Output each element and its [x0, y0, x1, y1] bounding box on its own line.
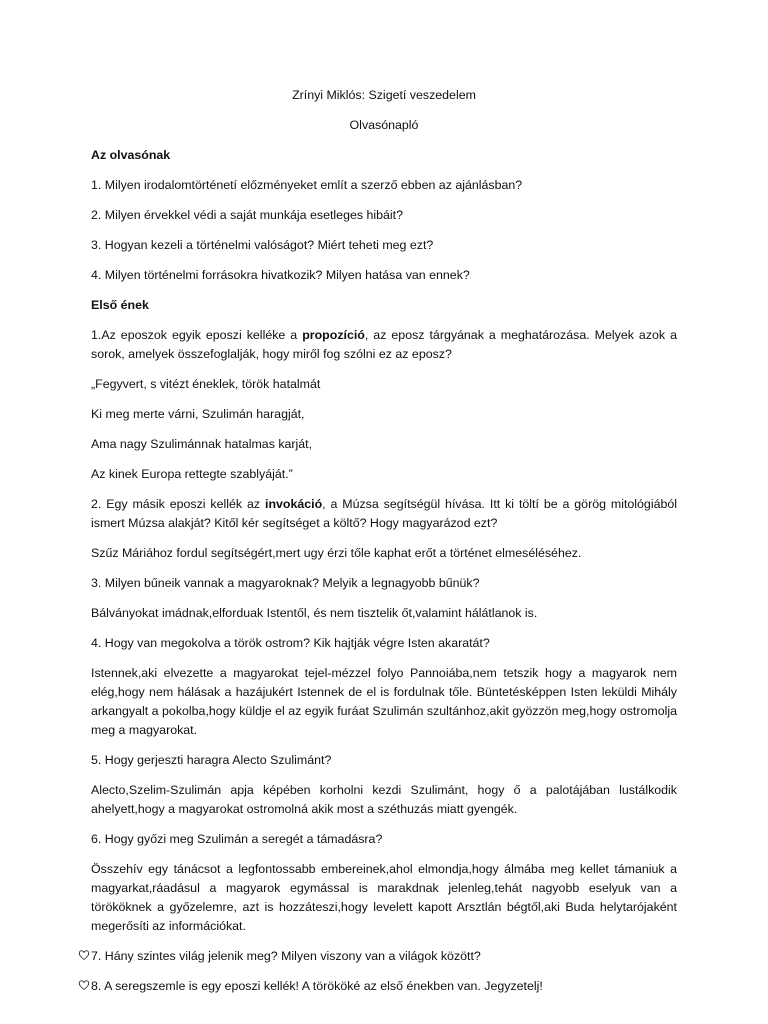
- answer-5: Alecto,Szelim-Szulimán apja képében korholni kezdi Szulimánt, hogy ő a palotájában lustálkodik ahelyett,hogy a magyarokat ostromolná akik most a széthuzás miatt gyengék.: [91, 783, 677, 816]
- question-szuliman-sereg: 6. Hogy győzi meg Szulimán a seregét a támadásra?: [91, 832, 383, 846]
- poem-line-3: Ama nagy Szulimánnak hatalmas karját,: [91, 437, 313, 451]
- question-4: 4. Milyen történelmi forrásokra hivatkozik? Milyen hatása van ennek?: [91, 268, 470, 282]
- question-text: , a Múzsa segítségül hívása. Itt ki töltí be a görög mitológiából ismert Múzsa alakját? Kitől kér segítséget a költő? Hogy magyarázod ezt?: [91, 497, 677, 530]
- heart-outline-icon: [78, 979, 90, 991]
- question-vilagok: [91, 947, 677, 966]
- document-title: Zrínyi Miklós: Szigetí veszedelem: [292, 88, 476, 102]
- heart-outline-icon: [78, 949, 90, 961]
- question-seregszemle: [91, 977, 677, 996]
- poem-line-1: „Fegyvert, s vitézt éneklek, török hatalmát: [91, 377, 321, 391]
- question-text: 7. Hány szintes világ jelenik meg? Milyen viszony van a világok között?: [91, 949, 481, 963]
- question-text: , az eposz tárgyának a meghatározása. Melyek azok a sorok, amelyek összefoglalják, hogy miről fog szólni ez az eposz?: [91, 328, 677, 361]
- answer-6: Összehív egy tánácsot a legfontossabb embereinek,ahol elmondja,hogy álmába meg kellet támaniuk a magyarkat,ráadásul a magyarok egymással is marakdnak jelenleg,tehát nagyobb eselyuk van a törököknek a győzelemre, azt is hozzáteszi,hogy levelett kapott Arsztlán bégtől,aki Buda helytarójaként megerősíti az információkat.: [91, 862, 677, 933]
- question-text: 1.Az eposzok egyik eposzi kelléke a: [91, 328, 303, 342]
- answer-2: Szűz Máriához fordul segítségért,mert ugy érzi tőle kaphat erőt a történet elmeséléséhez.: [91, 546, 582, 560]
- question-alecto: 5. Hogy gerjeszti haragra Alecto Szulimánt?: [91, 753, 332, 767]
- poem-line-2: Ki meg merte várni, Szulimán haragját,: [91, 407, 305, 421]
- question-2: 2. Milyen érvekkel védi a saját munkája esetleges hibáit?: [91, 208, 403, 222]
- question-text: 2. Egy másik eposzi kellék az: [91, 497, 265, 511]
- term-propozicio: propozíció: [302, 328, 365, 342]
- question-torok-ostrom: 4. Hogy van megokolva a török ostrom? Kik hajtják végre Isten akaratát?: [91, 636, 490, 650]
- question-invokacio: [91, 495, 677, 533]
- section-heading-az-olvasonak: Az olvasónak: [91, 148, 171, 162]
- document-page: [91, 86, 677, 1007]
- answer-3: Bálványokat imádnak,elforduak Istentől, és nem tisztelik őt,valamint hálátlanok is.: [91, 606, 538, 620]
- term-invokacio: invokáció: [265, 497, 323, 511]
- poem-line-4: Az kinek Europa rettegte szablyáját.”: [91, 467, 293, 481]
- section-heading-elso-enek: Első ének: [91, 298, 149, 312]
- question-1: 1. Milyen irodalomtörténetí előzményeket említ a szerző ebben az ajánlásban?: [91, 178, 523, 192]
- document-subtitle: Olvasónapló: [349, 118, 419, 132]
- answer-4: Istennek,aki elvezette a magyarokat tejel-mézzel folyo Pannoiába,nem tetszik hogy a magyarok nem elég,hogy nem hálásak a hazájukért Istennek de el is fordulnak tőle. Büntetésképpen Isten leküldi Mihály arkangyalt a pokolba,hogy küldje el az egyik furáat Szulimán szultánhoz,akit gyözzön meg,hogy ostromolja meg a magyarokat.: [91, 666, 677, 737]
- question-propozicio: [91, 326, 677, 364]
- question-3: 3. Hogyan kezeli a történelmi valóságot? Miért teheti meg ezt?: [91, 238, 434, 252]
- question-text: 8. A seregszemle is egy eposzi kellék! A törököké az első énekben van. Jegyzetelj!: [91, 979, 543, 993]
- question-bunok: 3. Milyen bűneik vannak a magyaroknak? Melyik a legnagyobb bűnük?: [91, 576, 480, 590]
